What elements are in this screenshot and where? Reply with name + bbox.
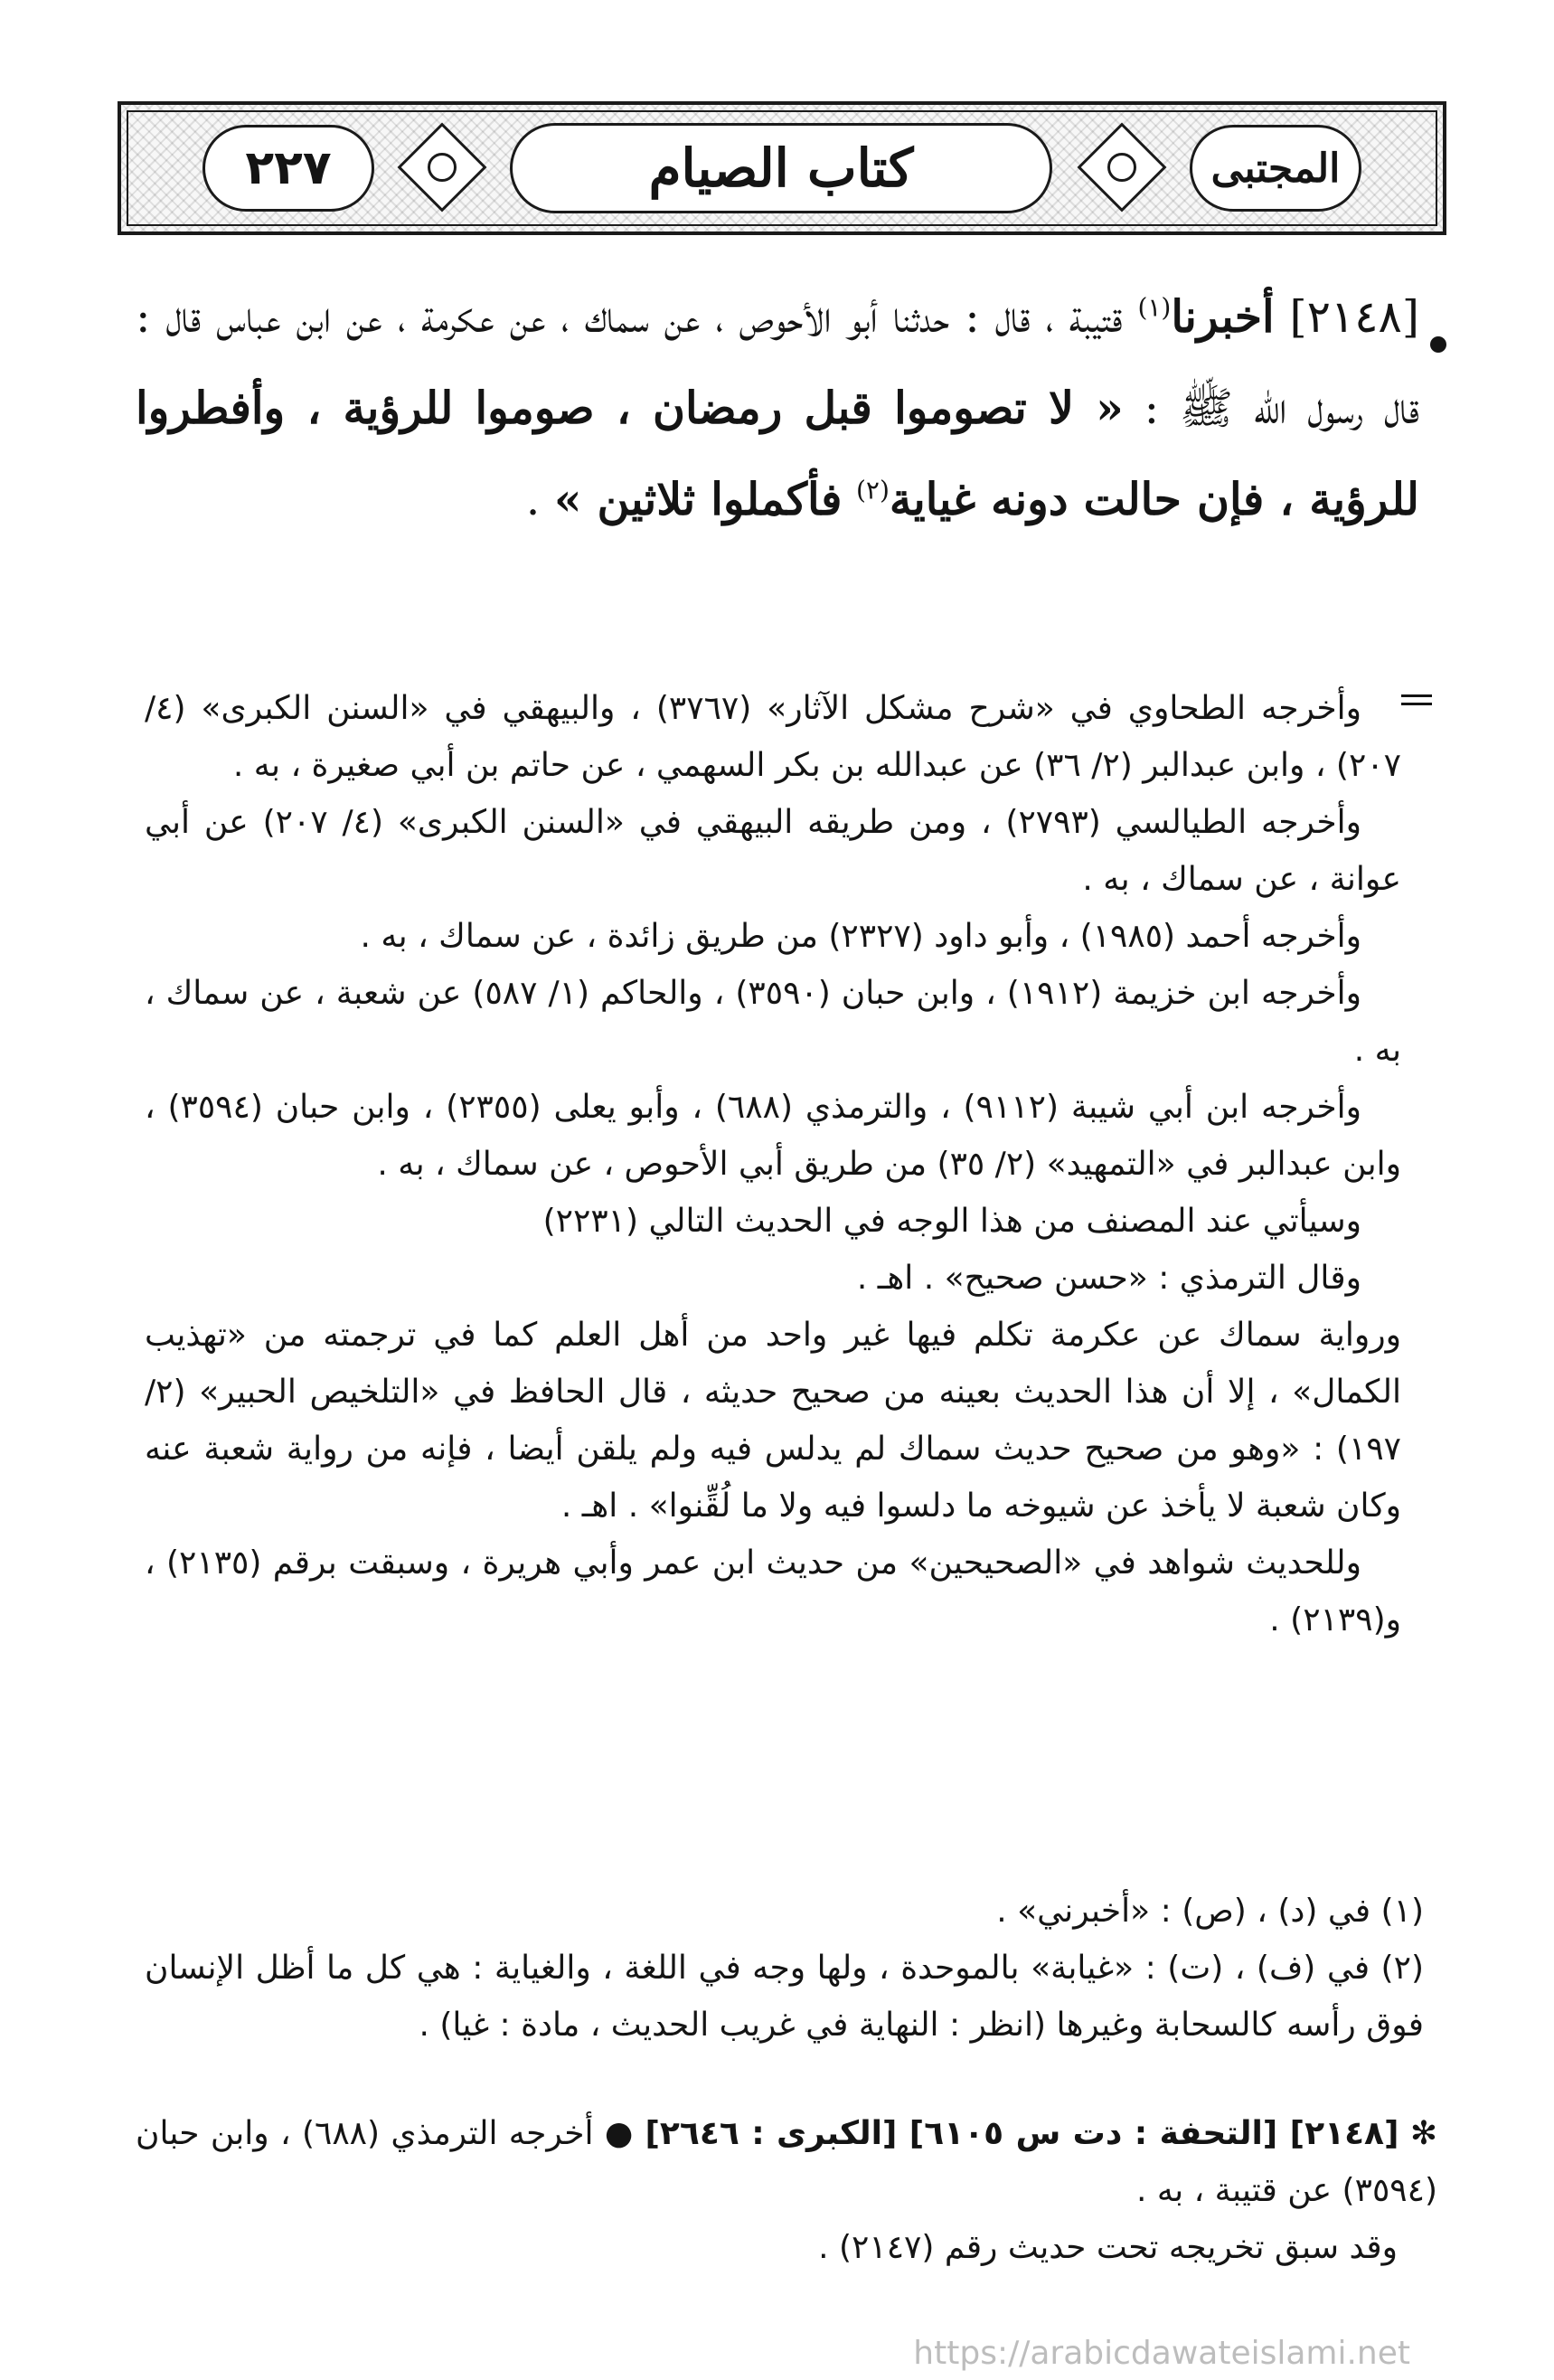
takhrij-reference: [٢١٤٨] [التحفة : دت س ٦١٠٥] [الكبرى : ٢٦٤٦] bbox=[645, 2115, 1399, 2152]
note-paragraph: وأخرجه ابن خزيمة (١٩١٢) ، وابن حبان (٣٥٩٠) ، والحاكم (١/ ٥٨٧) عن شعبة ، عن سماك ، به . bbox=[145, 975, 1401, 1069]
book-name: المجتبى bbox=[1210, 145, 1341, 192]
note-paragraph: وأخرجه أحمد (١٩٨٥) ، وأبو داود (٢٣٢٧) من طريق زائدة ، عن سماك ، به . bbox=[360, 918, 1361, 955]
note-paragraph: وقال الترمذي : «حسن صحيح» . اهـ . bbox=[856, 1260, 1361, 1297]
takhrij-text: أخرجه الترمذي (٦٨٨) ، وابن حبان (٣٥٩٤) عن قتيبة ، به . bbox=[136, 2115, 1437, 2209]
hadith-isnad: قتيبة ، قال : حدثنا أبو الأحوص ، عن سماك ، عن عكرمة ، bbox=[397, 291, 1123, 343]
page-number-badge bbox=[202, 125, 374, 212]
bullet-icon: ● bbox=[604, 2115, 635, 2152]
hadith-text bbox=[136, 271, 1419, 545]
note-paragraph: وللحديث شواهد في «الصحيحين» من حديث ابن عمر وأبي هريرة ، وسبقت برقم (٢١٣٥) ، و(٢١٣٩) . bbox=[145, 1544, 1401, 1639]
hadith-number: [٢١٤٨] bbox=[1289, 291, 1419, 343]
hadith-matn-end: فأكملوا ثلاثين » bbox=[553, 473, 843, 525]
page-header bbox=[118, 101, 1446, 235]
footnotes bbox=[145, 1883, 1424, 2054]
hadith-bullet-icon bbox=[1430, 336, 1446, 353]
asterisk-icon: ✻ bbox=[1409, 2115, 1437, 2152]
note-paragraph: وأخرجه الطيالسي (٢٧٩٣) ، ومن طريقه البيهقي في «السنن الكبرى» (٤/ ٢٠٧) عن أبي عوانة ، عن سماك ، به . bbox=[145, 804, 1401, 898]
hadith-matn: « لا تصوموا قبل رمضان ، صوموا للرؤية ، وأفطروا للرؤية ، فإن حالت دونه غياية bbox=[136, 382, 1419, 525]
takhrij-text-2: وقد سبق تخريجه تحت حديث رقم (٢١٤٧) . bbox=[818, 2229, 1398, 2266]
book-name-badge bbox=[1190, 125, 1361, 212]
page-number: ٢٢٧ bbox=[245, 141, 332, 195]
notes-separator bbox=[1401, 694, 1432, 705]
note-paragraph: وأخرجه ابن أبي شيبة (٩١١٢) ، والترمذي (٦٨٨) ، وأبو يعلى (٢٣٥٥) ، وابن حبان (٣٥٩٤) ، وابن عبدالبر في «التمهيد» (٢/ ٣٥) من طريق أبي الأحوص ، عن سماك ، به . bbox=[145, 1089, 1401, 1183]
ornament-icon bbox=[1078, 123, 1167, 212]
note-paragraph: ورواية سماك عن عكرمة تكلم فيها غير واحد من أهل العلم كما في ترجمته من «تهذيب الكمال» ، إلا أن هذا الحديث بعينه من صحيح حديثه ، قال الحافظ في «التلخيص الحبير» (٢/ ١٩٧) : «وهو من صحيح حديث سماك لم يدلس فيه ولم يلقن أيضا ، فإنه من رواية شعبة عنه وكان شعبة لا يأخذ عن شيوخه ما دلسوا فيه ولا ما لُقِّنوا» . اهـ . bbox=[145, 1317, 1401, 1525]
note-paragraph: وأخرجه الطحاوي في «شرح مشكل الآثار» (٣٧٦٧) ، والبيهقي في «السنن الكبرى» (٤/ ٢٠٧) ، وابن عبدالبر (٢/ ٣٦) عن عبدالله بن بكر السهمي ، عن حاتم بن أبي صغيرة ، به . bbox=[145, 690, 1401, 784]
note-paragraph: وسيأتي عند المصنف من هذا الوجه في الحديث التالي (٢٢٣١) bbox=[542, 1203, 1361, 1240]
takhrij-section bbox=[136, 2105, 1437, 2276]
footnote-2: (٢) في (ف) ، (ت) : «غيابة» بالموحدة ، ولها وجه في اللغة ، والغياية : هي كل ما أظل الإنسان فوق رأسه كالسحابة وغيرها (انظر : النهاية في غريب الحديث ، مادة : غيا) . bbox=[145, 1950, 1424, 2044]
section-title-frame bbox=[510, 123, 1052, 213]
takhrij-notes bbox=[145, 680, 1401, 1648]
hadith-isnad-2: عن ابن عباس قال : قال رسول الله ﷺ : bbox=[136, 291, 1420, 434]
footnote-1: (١) في (د) ، (ص) : «أخبرني» . bbox=[996, 1893, 1424, 1930]
section-title: كتاب الصيام bbox=[648, 137, 914, 199]
ornament-icon bbox=[398, 123, 487, 212]
footnote-ref-1: (١) bbox=[1137, 292, 1172, 323]
footnote-ref-2: (٢) bbox=[855, 475, 890, 505]
hadith-akhbarana: أخبرنا bbox=[1171, 290, 1275, 343]
watermark-url: https://arabicdawateislami.net bbox=[913, 2335, 1410, 2372]
hadith-end: . bbox=[525, 474, 554, 525]
